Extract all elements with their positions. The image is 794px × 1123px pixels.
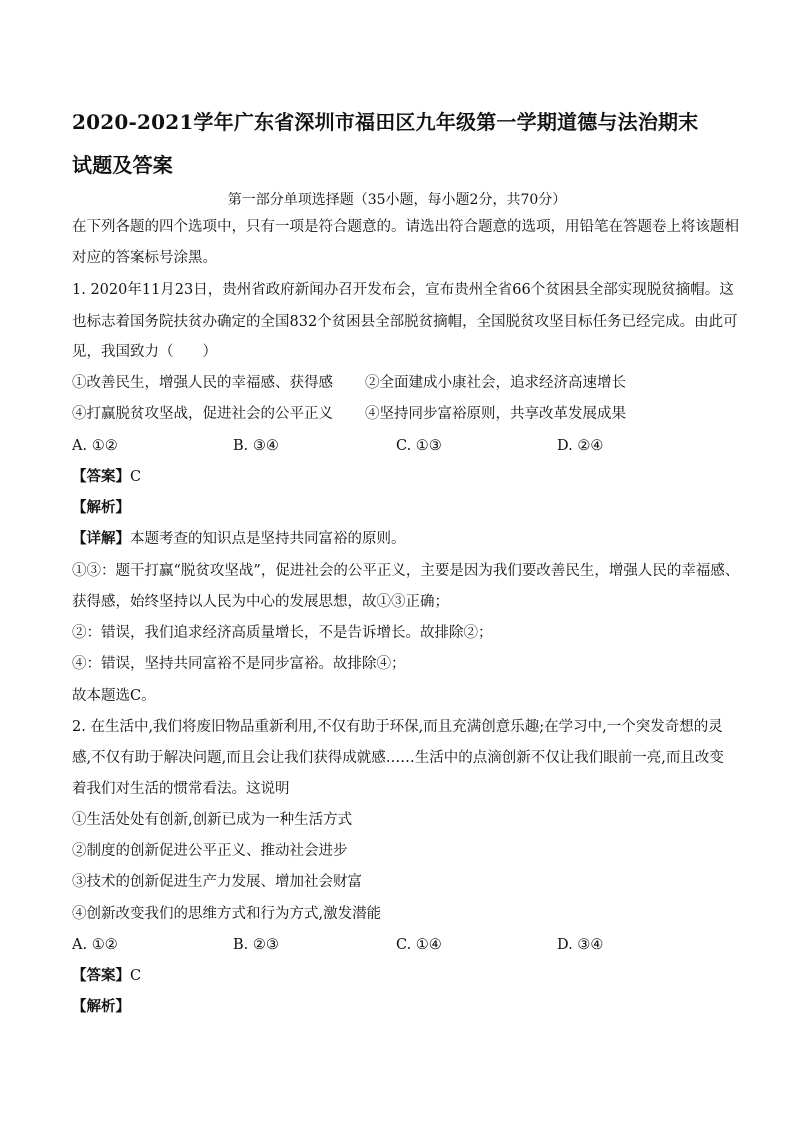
q1-explanation-line: ②：错误，我们追求经济高质量增长，不是告诉增长。故排除②； bbox=[72, 625, 493, 641]
q2-option-c: C. ①④ bbox=[396, 937, 442, 953]
q2-statement: ③技术的创新促进生产力发展、增加社会财富 bbox=[72, 874, 362, 890]
analysis-tag: 【解析】 bbox=[72, 998, 130, 1015]
q2-statement: ②制度的创新促进公平正义、推动社会进步 bbox=[72, 843, 348, 859]
q1-option-c: C. ①③ bbox=[396, 438, 442, 454]
document-title-line1: 2020-2021学年广东省深圳市福田区九年级第一学期道德与法治期末 bbox=[72, 110, 699, 134]
analysis-tag: 【解析】 bbox=[72, 499, 130, 516]
q2-analysis-heading bbox=[72, 998, 732, 1016]
answer-value: C bbox=[130, 968, 142, 984]
q1-stem-line: 也标志着国务院扶贫办确定的全国832个贫困县全部脱贫摘帽，全国脱贫攻坚目标任务已经完成。由此可 bbox=[72, 314, 738, 330]
q2-statement: ④创新改变我们的思维方式和行为方式,激发潜能 bbox=[72, 906, 382, 922]
q1-analysis-heading bbox=[72, 499, 732, 517]
answer-tag: 【答案】 bbox=[72, 468, 130, 485]
q2-option-b: B. ②③ bbox=[233, 937, 279, 953]
q1-explanation-line: 故本题选C。 bbox=[72, 688, 156, 704]
answer-tag: 【答案】 bbox=[72, 967, 130, 984]
q1-option-a: A. ①② bbox=[72, 438, 118, 454]
detail-tag: 【详解】 bbox=[72, 530, 130, 547]
q1-answer bbox=[72, 468, 732, 486]
q2-option-a: A. ①② bbox=[72, 937, 118, 953]
q1-explanation-line: ①③：题干打赢“脱贫攻坚战”，促进社会的公平正义，主要是因为我们要改善民生，增强人民的幸福感、 bbox=[72, 563, 740, 579]
q1-stem-line: 1. 2020年11月23日，贵州省政府新闻办召开发布会，宣布贵州全省66个贫困县全部实现脱贫摘帽。这 bbox=[72, 282, 734, 298]
q1-option-d: D. ②④ bbox=[557, 438, 604, 454]
q1-statement: ④坚持同步富裕原则，共享改革发展成果 bbox=[365, 406, 626, 422]
instructions-line: 对应的答案标号涂黑。 bbox=[72, 250, 217, 266]
q1-stem-line: 见，我国致力（ ） bbox=[72, 344, 217, 360]
q1-detail bbox=[72, 530, 732, 548]
q1-explanation-line: ④：错误，坚持共同富裕不是同步富裕。故排除④； bbox=[72, 656, 406, 672]
document-title-line2: 试题及答案 bbox=[72, 153, 173, 177]
q2-stem-line: 感,不仅有助于解决问题,而且会让我们获得成就感……生活中的点滴创新不仅让我们眼前一亮,而且改变 bbox=[72, 750, 724, 766]
section-header: 第一部分单项选择题（35小题，每小题2分，共70分） bbox=[227, 192, 567, 208]
q2-answer bbox=[72, 967, 732, 985]
q1-statement: ④打赢脱贫攻坚战，促进社会的公平正义 bbox=[72, 406, 333, 422]
q2-stem-line: 2. 在生活中,我们将废旧物品重新利用,不仅有助于环保,而且充满创意乐趣;在学习中,一个突发奇想的灵 bbox=[72, 719, 723, 735]
q2-statement: ①生活处处有创新,创新已成为一种生活方式 bbox=[72, 812, 353, 828]
q2-stem-line: 着我们对生活的惯常看法。这说明 bbox=[72, 781, 290, 797]
q1-option-b: B. ③④ bbox=[233, 438, 279, 454]
q1-statement: ①改善民生，增强人民的幸福感、获得感 bbox=[72, 375, 333, 391]
instructions-line: 在下列各题的四个选项中，只有一项是符合题意的。请选出符合题意的选项，用铅笔在答题卷上将该题相 bbox=[72, 219, 739, 235]
q2-option-d: D. ③④ bbox=[557, 937, 604, 953]
q1-statement: ②全面建成小康社会，追求经济高速增长 bbox=[365, 375, 626, 391]
detail-text: 本题考查的知识点是坚持共同富裕的原则。 bbox=[130, 531, 406, 547]
answer-value: C bbox=[130, 469, 142, 485]
q1-explanation-line: 获得感，始终坚持以人民为中心的发展思想，故①③正确； bbox=[72, 594, 449, 610]
